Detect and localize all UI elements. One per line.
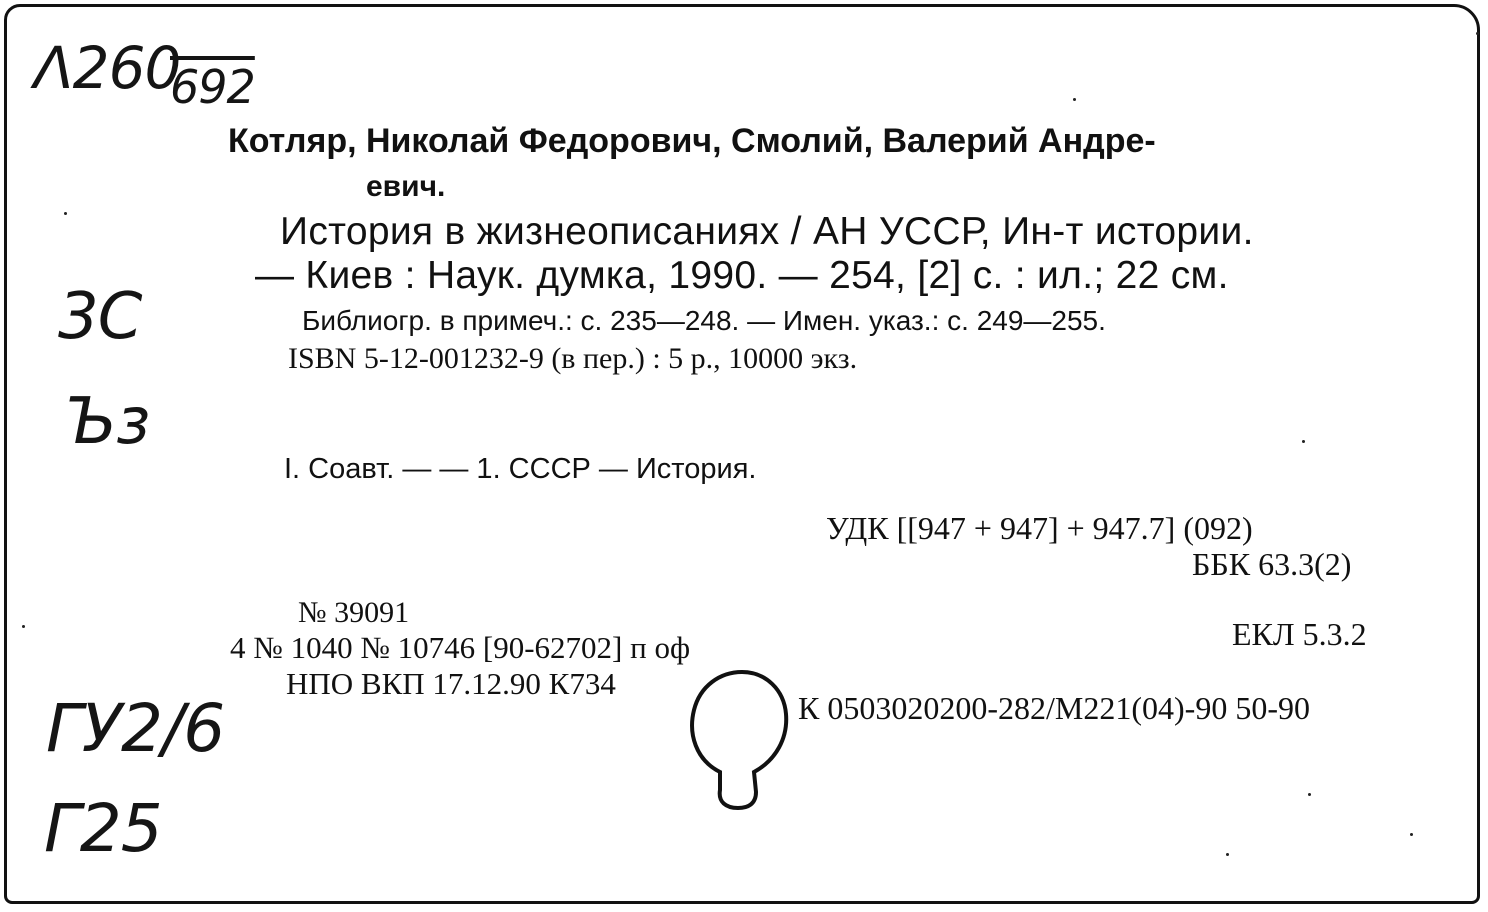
handwritten-shelf-mark: ГУ2/6 [46,690,225,767]
speck [1410,833,1413,836]
speck [1302,440,1305,443]
bbk-code: ББК 63.3(2) [1192,546,1352,582]
print-publisher-line: НПО ВКП 17.12.90 К734 [286,666,616,701]
k-code: К 0503020200-282/М221(04)-90 50-90 [798,690,1310,726]
speck [64,212,67,215]
handwritten-note-3c: 3C [58,280,142,354]
keyhole-mark [686,664,796,814]
handwritten-shelf-mark-2: Г25 [44,790,162,867]
print-order-line: 4 № 1040 № 10746 [90-62702] п оф [230,630,691,665]
title-line1: История в жизнеописаниях / АН УССР, Ин-т истории. [280,210,1254,253]
isbn-line: ISBN 5-12-001232-9 (в пер.) : 5 р., 10000 экз. [288,342,858,375]
ekl-code: ЕКЛ 5.3.2 [1232,616,1367,652]
handwritten-note-2: Ъз [64,385,150,459]
speck [1476,32,1479,35]
title-line2: — Киев : Наук. думка, 1990. — 254, [2] с. : ил.; 22 см. [255,254,1229,297]
handwritten-call-number-sub: 692 [170,60,255,114]
speck [1226,853,1229,856]
bibliography-note: Библиогр. в примеч.: с. 235—248. — Имен. указ.: с. 249—255. [302,305,1106,336]
authors-heading-line2: евич. [366,170,446,203]
speck [1308,793,1311,796]
print-number: № 39091 [298,596,410,629]
authors-heading-line1: Котляр, Николай Федорович, Смолий, Валерий Андре- [228,122,1156,160]
udk-code: УДК [[947 + 947] + 947.7] (092) [826,510,1253,546]
speck [1073,98,1076,101]
tracings: I. Соавт. — — 1. СССР — История. [284,453,757,485]
speck [22,625,25,628]
handwritten-call-number: Λ260 [34,34,181,102]
